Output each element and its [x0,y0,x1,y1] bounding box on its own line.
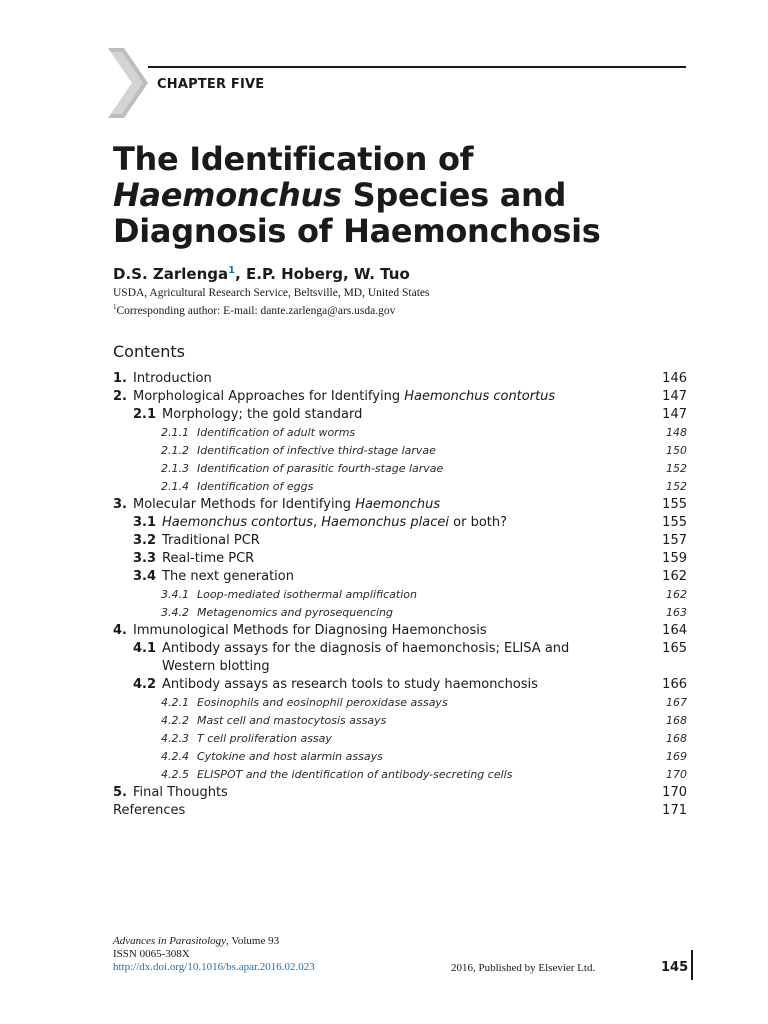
toc-text: Identification of parasitic fourth-stage larvae [197,462,444,475]
toc-page: 162 [662,569,687,584]
corresponding-email: Corresponding author: E-mail: dante.zarlenga@ars.usda.gov [116,304,396,317]
toc-number: 1. [113,371,127,386]
toc-number: 3. [113,497,127,512]
toc-page: 168 [666,732,687,745]
toc-number: 5. [113,785,127,800]
toc-number: 3.1 [133,515,157,530]
publisher-line: 2016, Published by Elsevier Ltd. [451,962,596,974]
toc-page: 165 [662,641,687,656]
chevron-icon [108,48,148,118]
toc-entry[interactable] [113,802,687,820]
toc-text-italic: Haemonchus [355,497,441,512]
toc-page: 155 [662,515,687,530]
toc-page: 170 [662,785,687,800]
author-footnote-link[interactable]: 1 [228,265,236,276]
toc-text-part: Molecular Methods for Identifying [132,497,356,512]
toc-text [162,514,687,532]
toc-number: 3.2 [133,533,157,548]
toc-page: 167 [666,696,687,709]
toc-entry[interactable] [113,442,687,460]
toc-text: Mast cell and mastocytosis assays [197,714,387,727]
toc-entry[interactable] [113,604,687,622]
table-of-contents [113,370,687,820]
toc-entry[interactable] [113,532,687,550]
journal-volume: , Volume 93 [226,935,280,947]
toc-text-part: or both? [449,515,508,530]
toc-entry[interactable] [113,676,687,694]
toc-number: 2. [113,389,127,404]
toc-entry[interactable] [113,370,687,388]
toc-entry[interactable] [113,406,687,424]
toc-page: 163 [666,606,687,619]
toc-page: 147 [662,407,687,422]
toc-number: 4.2 [133,677,157,692]
toc-text: Traditional PCR [162,533,260,548]
toc-text-italic: Haemonchus contortus [162,515,314,530]
doi-link[interactable]: http://dx.doi.org/10.1016/bs.apar.2016.02.023 [113,961,315,973]
page-title [113,141,601,249]
toc-page: 152 [666,480,687,493]
toc-number: 3.3 [133,551,157,566]
toc-text: References [113,803,186,818]
journal-line [113,935,315,948]
toc-entry[interactable] [113,730,687,748]
chapter-rule [148,66,686,68]
toc-text: Introduction [132,371,212,386]
toc-text: Identification of infective third-stage larvae [197,444,436,457]
toc-page: 147 [662,389,687,404]
toc-number: 4.1 [133,641,157,656]
toc-page: 157 [662,533,687,548]
toc-text-part: , [313,515,322,530]
toc-text-italic: Haemonchus placei [321,515,449,530]
affiliation [113,286,430,318]
toc-page: 164 [662,623,687,638]
toc-entry[interactable] [113,748,687,766]
toc-number: 3.4.2 [161,606,189,619]
toc-entry[interactable] [113,424,687,442]
title-genus: Haemonchus [113,176,342,214]
toc-entry[interactable] [113,550,687,568]
toc-page: 155 [662,497,687,512]
title-line-3: Diagnosis of Haemonchosis [113,212,601,250]
toc-number: 4.2.4 [161,750,189,763]
toc-text: Cytokine and host alarmin assays [197,750,383,763]
toc-entry[interactable] [113,640,687,676]
toc-page: 169 [666,750,687,763]
toc-entry[interactable] [113,496,687,514]
toc-number: 4.2.2 [161,714,189,727]
toc-page: 166 [662,677,687,692]
page-number: 145 [661,960,689,975]
toc-text: Eosinophils and eosinophil peroxidase assays [197,696,448,709]
title-line-2-rest: Species and [341,176,567,214]
toc-text-italic: Haemonchus contortus [404,389,556,404]
toc-text: The next generation [162,569,294,584]
toc-page: 162 [666,588,687,601]
footer-citation [113,935,315,974]
toc-entry[interactable] [113,586,687,604]
toc-text-part: Morphological Approaches for Identifying [132,389,405,404]
toc-text: Antibody assays as research tools to study haemonchosis [162,677,538,692]
toc-entry[interactable] [113,766,687,784]
toc-entry[interactable] [113,388,687,406]
contents-heading: Contents [113,342,185,361]
authors-rest: , E.P. Hoberg, W. Tuo [235,265,410,283]
footnote-marker: 1 [113,303,117,311]
author-first: D.S. Zarlenga [113,265,229,283]
toc-page: 168 [666,714,687,727]
toc-entry[interactable] [113,622,687,640]
toc-text: Identification of adult worms [197,426,356,439]
authors [113,265,410,283]
toc-page: 146 [662,371,687,386]
toc-text: Final Thoughts [132,785,228,800]
toc-entry[interactable] [113,694,687,712]
toc-number: 2.1.2 [161,444,189,457]
toc-page: 170 [666,768,687,781]
page-number-rule [691,950,693,980]
toc-entry[interactable] [113,514,687,532]
affiliation-line: USDA, Agricultural Research Service, Beltsville, MD, United States [113,287,430,299]
toc-entry[interactable] [113,460,687,478]
toc-number: 3.4 [133,569,157,584]
toc-text [133,388,687,406]
toc-number: 2.1.1 [161,426,189,439]
toc-text: Immunological Methods for Diagnosing Haemonchosis [132,623,487,638]
toc-text: Identification of eggs [197,480,314,493]
toc-page: 148 [666,426,687,439]
title-line-2 [113,177,601,213]
toc-text: Loop-mediated isothermal amplification [197,588,417,601]
toc-text: T cell proliferation assay [197,732,332,745]
toc-number: 4.2.1 [161,696,189,709]
toc-text [133,496,687,514]
issn: ISSN 0065-308X [113,948,190,960]
corresponding-author [113,300,430,318]
toc-number: 2.1.4 [161,480,189,493]
toc-entry[interactable] [113,712,687,730]
toc-page: 152 [666,462,687,475]
toc-text: ELISPOT and the identification of antibody-secreting cells [197,768,513,781]
toc-page: 171 [662,803,687,818]
chapter-label: CHAPTER FIVE [157,77,265,92]
toc-text: Real-time PCR [162,551,255,566]
toc-entry[interactable] [113,478,687,496]
toc-entry[interactable] [113,568,687,586]
toc-number: 3.4.1 [161,588,189,601]
toc-number: 4. [113,623,127,638]
toc-page: 150 [666,444,687,457]
toc-number: 2.1 [133,407,157,422]
toc-number: 2.1.3 [161,462,189,475]
toc-text: Metagenomics and pyrosequencing [197,606,393,619]
toc-entry[interactable] [113,784,687,802]
toc-number: 4.2.5 [161,768,189,781]
toc-page: 159 [662,551,687,566]
journal-name: Advances in Parasitology [113,935,227,947]
toc-text: Antibody assays for the diagnosis of haemonchosis; ELISA and Western blotting [162,641,570,674]
toc-text: Morphology; the gold standard [162,407,363,422]
toc-number: 4.2.3 [161,732,189,745]
title-line-1: The Identification of [113,140,474,178]
